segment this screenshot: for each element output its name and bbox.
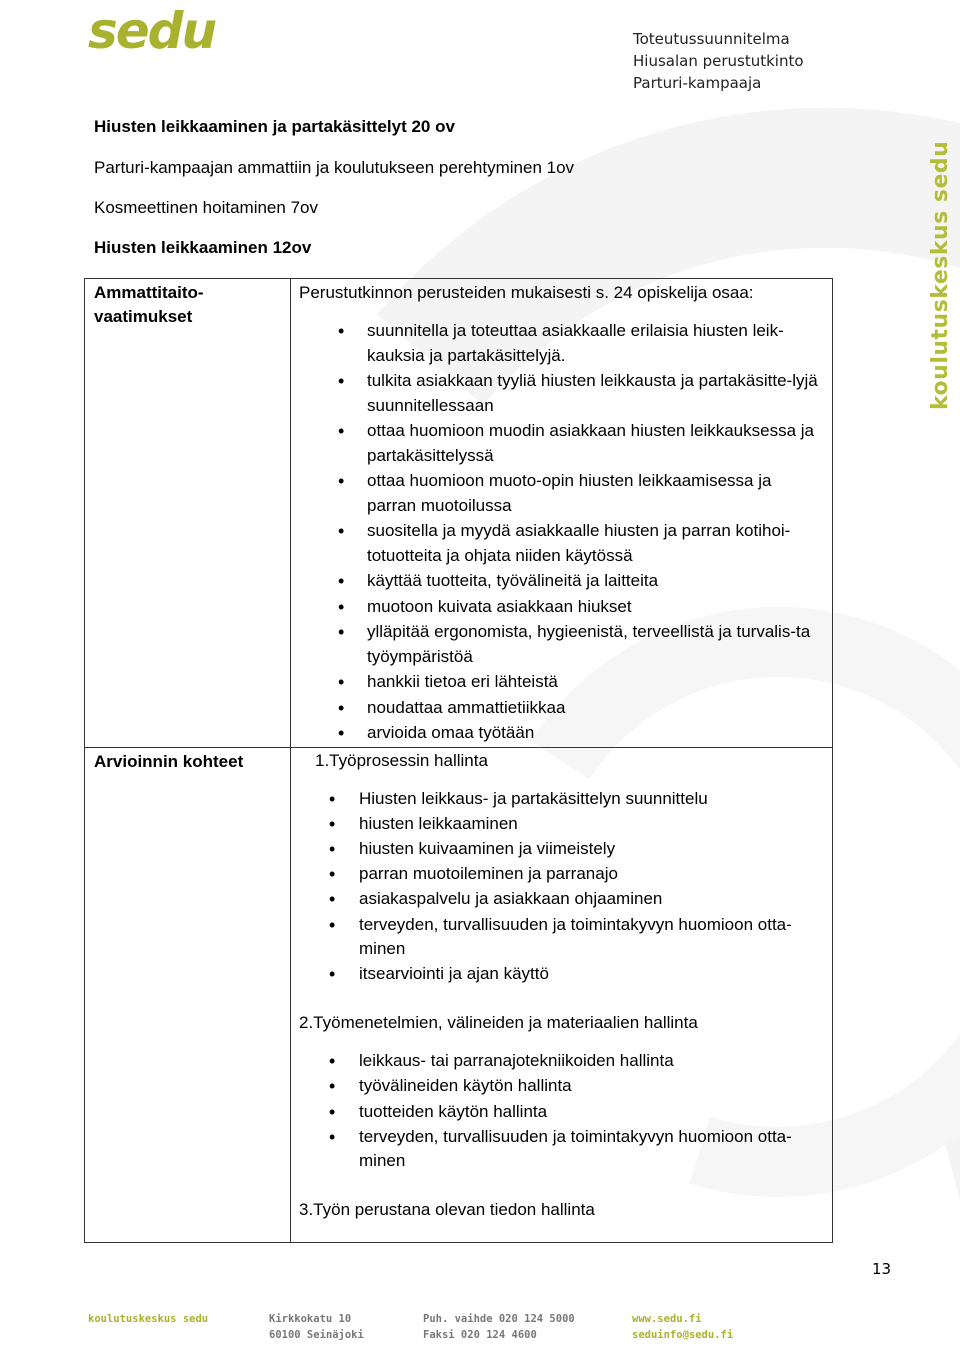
footer-email-link[interactable]: seduinfo@sedu.fi — [632, 1329, 734, 1341]
document-header — [633, 28, 804, 94]
table-row — [85, 747, 833, 1243]
header-line-degree: Hiusalan perustutkinto — [633, 52, 804, 70]
side-brand-text: koulutuskeskus sedu — [928, 140, 953, 410]
list-item: • terveyden, turvallisuuden ja toimintakyvyn huomioon otta-minen — [359, 913, 824, 962]
list-item: • suositella ja myydä asiakkaalle hiusten ja parran kotihoi-totuotteita ja ohjata niiden käytössä — [367, 519, 824, 568]
methods-list — [299, 1049, 824, 1174]
page-number: 13 — [872, 1260, 892, 1278]
row-label-requirements: Ammattitaito-vaatimukset — [85, 279, 291, 748]
footer-address — [269, 1311, 364, 1343]
list-item: • käyttää tuotteita, työvälineitä ja laitteita — [367, 569, 824, 594]
list-item: • arvioida omaa työtään — [367, 721, 824, 746]
table-row — [85, 279, 833, 748]
list-item: • parran muotoileminen ja parranajo — [359, 862, 824, 887]
subheading-haircutting: Hiusten leikkaaminen 12ov — [94, 238, 312, 257]
section-title-work-process: 1.Työprosessin hallinta — [315, 750, 488, 770]
list-item: • leikkaus- tai parranajotekniikoiden hallinta — [359, 1049, 824, 1074]
list-item: • Hiusten leikkaus- ja partakäsittelyn suunnittelu — [359, 787, 824, 812]
list-item: • ottaa huomioon muodin asiakkaan hiusten leikkauksessa ja partakäsittelyssä — [367, 419, 824, 468]
subheading-cosmetic: Kosmeettinen hoitaminen 7ov — [94, 198, 318, 217]
row-label-assessment: Arvioinnin kohteet — [85, 747, 291, 1243]
footer-city: 60100 Seinäjoki — [269, 1329, 364, 1341]
work-process-list — [299, 787, 824, 988]
page-title: Hiusten leikkaaminen ja partakäsittelyt 20 ov — [94, 117, 455, 136]
list-item: • hiusten kuivaaminen ja viimeistely — [359, 837, 824, 862]
list-item: • tulkita asiakkaan tyyliä hiusten leikkausta ja partakäsitte-lyjä suunnitellessaan — [367, 369, 824, 418]
list-item: • terveyden, turvallisuuden ja toimintakyvyn huomioon otta-minen — [359, 1125, 824, 1174]
list-item: • muotoon kuivata asiakkaan hiukset — [367, 595, 824, 620]
footer-fax: Faksi 020 124 4600 — [423, 1329, 537, 1341]
sedu-logo: sedu — [88, 2, 216, 60]
list-item: • itsearviointi ja ajan käyttö — [359, 962, 824, 987]
list-item: • ottaa huomioon muoto-opin hiusten leikkaamisessa ja parran muotoilussa — [367, 469, 824, 518]
subheading-orientation: Parturi-kampaajan ammattiin ja koulutukseen perehtyminen 1ov — [94, 158, 575, 177]
list-item: • hiusten leikkaaminen — [359, 812, 824, 837]
requirements-cell — [291, 279, 833, 748]
assessment-cell — [291, 747, 833, 1243]
list-item: • tuotteiden käytön hallinta — [359, 1100, 824, 1125]
list-item: • suunnitella ja toteuttaa asiakkaalle erilaisia hiusten leik-kauksia ja partakäsittelyjä. — [367, 319, 824, 368]
list-item: • hankkii tietoa eri lähteistä — [367, 670, 824, 695]
header-line-doc-type: Toteutussuunnitelma — [633, 30, 790, 48]
list-item: • noudattaa ammattietiikkaa — [367, 696, 824, 721]
footer-phone-main: Puh. vaihde 020 124 5000 — [423, 1313, 575, 1325]
list-item: • asiakaspalvelu ja asiakkaan ohjaaminen — [359, 887, 824, 912]
footer-web — [632, 1311, 733, 1343]
footer-street: Kirkkokatu 10 — [269, 1313, 352, 1325]
footer-brand: koulutuskeskus sedu — [88, 1313, 209, 1325]
footer-website-link[interactable]: www.sedu.fi — [632, 1313, 702, 1325]
header-line-qualification: Parturi-kampaaja — [633, 74, 762, 92]
footer-phone — [423, 1311, 575, 1343]
list-item: • työvälineiden käytön hallinta — [359, 1074, 824, 1099]
section-title-knowledge: 3.Työn perustana olevan tiedon hallinta — [299, 1200, 595, 1220]
requirements-intro: Perustutkinnon perusteiden mukaisesti s. 24 opiskelija osaa: — [299, 283, 754, 302]
requirements-table — [84, 278, 833, 1243]
section-title-methods: 2.Työmenetelmien, välineiden ja materiaalien hallinta — [299, 1013, 698, 1033]
list-item: • ylläpitää ergonomista, hygieenistä, terveellistä ja turvalis-ta työympäristöä — [367, 620, 824, 669]
requirements-list — [299, 319, 824, 746]
